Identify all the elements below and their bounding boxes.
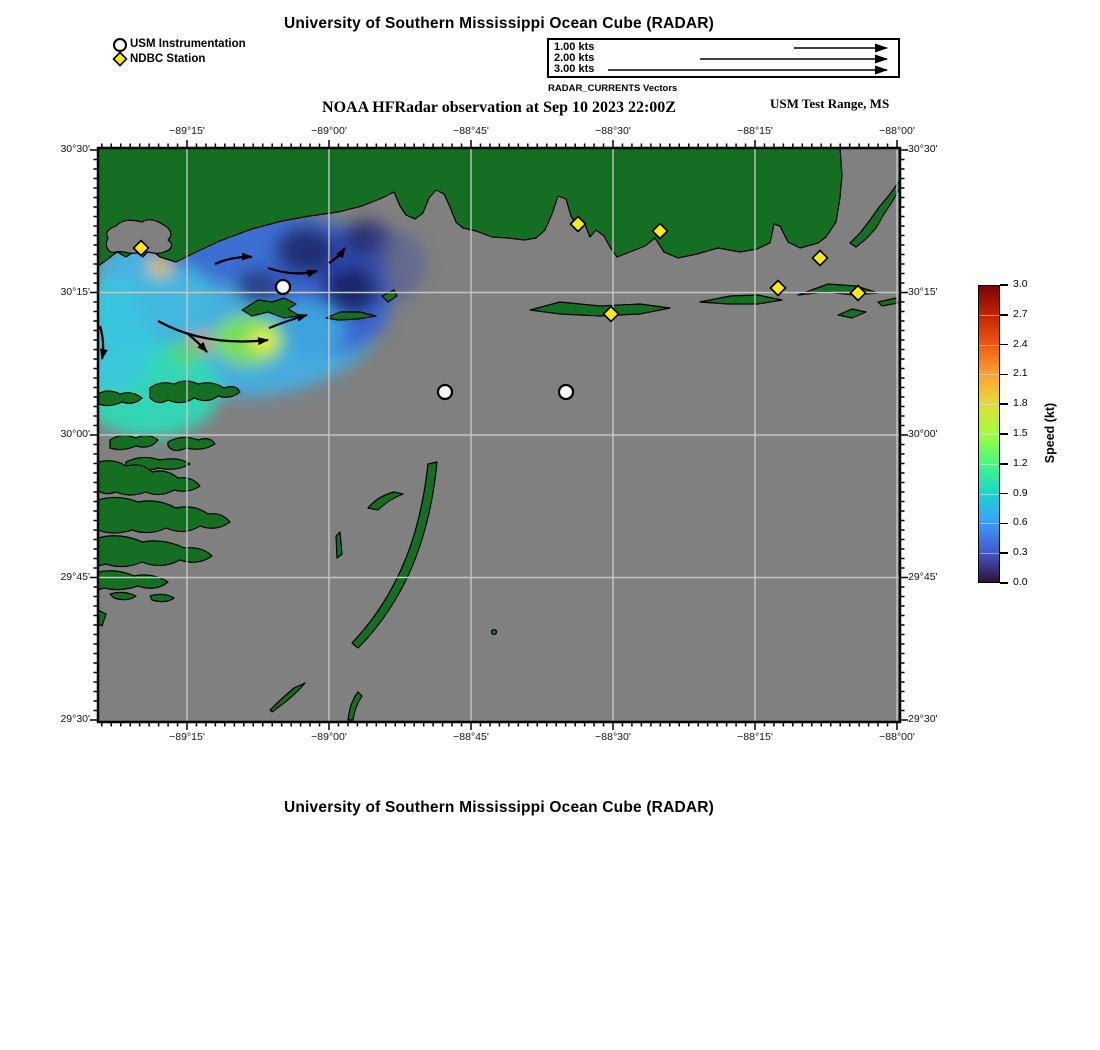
page-title: University of Southern Mississippi Ocean Cube (RADAR) <box>283 15 715 32</box>
y-axis-label-right: 30°30' <box>908 143 938 155</box>
x-axis-label-top: −89°15' <box>169 125 205 137</box>
colorbar-tick-label: 0.0 <box>1013 576 1028 588</box>
x-axis-label-bottom: −89°15' <box>169 731 205 743</box>
legend-usm-label: USM Instrumentation <box>130 37 246 50</box>
colorbar-tick <box>1000 344 1008 346</box>
y-axis-label-left: 30°30' <box>60 143 90 155</box>
x-axis-label-bottom: −88°15' <box>737 731 773 743</box>
map-canvas <box>90 140 908 730</box>
colorbar-tick-label: 1.5 <box>1013 427 1028 439</box>
vector-scale-2kt: 2.00 kts <box>554 52 595 64</box>
colorbar-title: Speed (kt) <box>1043 402 1057 464</box>
legend-item-usm <box>112 36 246 51</box>
colorbar-segment-line <box>980 464 999 465</box>
x-axis-label-top: −88°30' <box>595 125 631 137</box>
y-axis-label-right: 30°15' <box>908 285 938 298</box>
colorbar-tick <box>1000 582 1008 584</box>
y-axis-label-right: 30°00' <box>908 428 938 440</box>
ndbc-diamond-icon <box>112 51 128 67</box>
colorbar-tick <box>1000 552 1008 554</box>
map-svg <box>90 140 908 730</box>
observation-subtitle: NOAA HFRadar observation at Sep 10 2023 22:00Z <box>322 99 676 116</box>
colorbar-tick-label: 2.7 <box>1013 307 1028 320</box>
colorbar-tick-label: 0.9 <box>1013 486 1028 499</box>
colorbar-tick <box>1000 374 1008 376</box>
x-axis-label-bottom: −89°00' <box>311 731 347 743</box>
colorbar-segment-line <box>980 553 999 554</box>
usm-instrumentation-marker <box>438 385 452 399</box>
colorbar-tick <box>1000 493 1008 495</box>
colorbar-tick <box>1000 463 1008 465</box>
vector-scale-1kt: 1.00 kts <box>554 41 595 53</box>
colorbar-tick <box>1000 403 1008 405</box>
colorbar-tick <box>1000 523 1008 525</box>
y-axis-label-right: 29°30' <box>908 713 938 725</box>
colorbar-segment-line <box>980 315 999 316</box>
test-range-label: USM Test Range, MS <box>770 96 890 111</box>
colorbar-segment-line <box>980 434 999 435</box>
islet <box>492 630 497 635</box>
colorbar-tick-label: 0.6 <box>1013 516 1028 529</box>
colorbar-segment-line <box>980 345 999 346</box>
vector-caption: RADAR_CURRENTS Vectors <box>548 83 678 94</box>
colorbar-segment-line <box>980 404 999 405</box>
usm-circle-icon <box>112 36 128 52</box>
colorbar-tick-label: 1.2 <box>1013 456 1028 469</box>
x-axis-label-top: −88°45' <box>453 125 489 137</box>
legend-item-ndbc <box>112 51 246 66</box>
colorbar-segment-line <box>980 374 999 375</box>
x-axis-label-top: −89°00' <box>311 125 347 137</box>
x-axis-label-top: −88°00' <box>879 125 915 137</box>
colorbar-tick <box>1000 433 1008 435</box>
y-axis-label-left: 30°15' <box>60 285 90 298</box>
colorbar-tick-label: 3.0 <box>1013 278 1028 290</box>
x-axis-label-bottom: −88°00' <box>879 731 915 743</box>
vector-scale-arrows <box>549 40 898 76</box>
legend-ndbc-label: NDBC Station <box>130 52 206 65</box>
colorbar-tick-label: 0.3 <box>1013 546 1028 559</box>
colorbar-segment-line <box>980 523 999 524</box>
x-axis-label-top: −88°15' <box>737 125 773 137</box>
footer-title: University of Southern Mississippi Ocean Cube (RADAR) <box>283 799 715 816</box>
y-axis-label-left: 30°00' <box>60 428 90 440</box>
x-axis-label-bottom: −88°30' <box>595 731 631 743</box>
colorbar-tick-label: 1.8 <box>1013 397 1028 410</box>
station-legend <box>112 36 246 66</box>
y-axis-label-left: 29°30' <box>60 713 90 725</box>
usm-instrumentation-marker <box>276 280 290 294</box>
colorbar-tick <box>1000 314 1008 316</box>
vector-scale-3kt: 3.00 kts <box>554 63 595 75</box>
colorbar-tick-label: 2.1 <box>1013 367 1028 380</box>
vector-scale-box <box>547 38 900 78</box>
y-axis-label-right: 29°45' <box>908 570 938 583</box>
colorbar-tick-label: 2.4 <box>1013 337 1028 350</box>
y-axis-label-left: 29°45' <box>60 570 90 583</box>
colorbar-segment-line <box>980 494 999 495</box>
usm-instrumentation-marker <box>559 385 573 399</box>
x-axis-label-bottom: −88°45' <box>453 731 489 743</box>
colorbar-tick <box>1000 284 1008 286</box>
